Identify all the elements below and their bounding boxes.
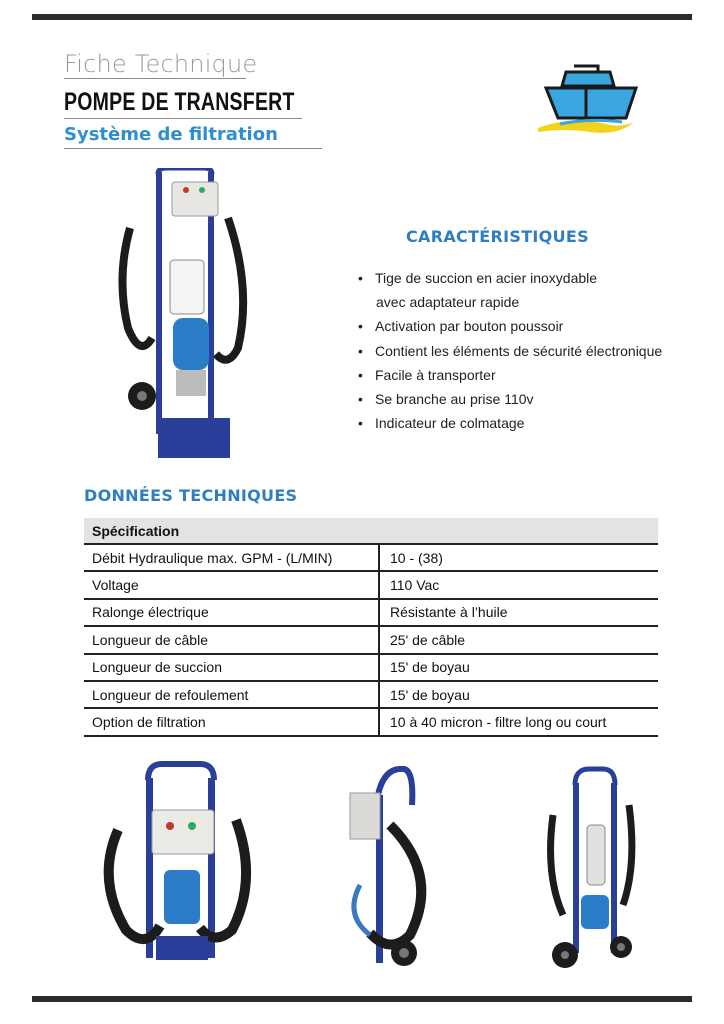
table-row bbox=[84, 599, 658, 626]
spec-label: Option de filtration bbox=[84, 708, 379, 735]
boat-on-waves-icon bbox=[530, 58, 642, 144]
bottom-border-bar bbox=[32, 996, 692, 1002]
spec-label: Débit Hydraulique max. GPM - (L/MIN) bbox=[84, 544, 379, 571]
spec-label: Longueur de refoulement bbox=[84, 681, 379, 708]
pump-cart-back-photo bbox=[545, 765, 637, 977]
spec-value: 25' de câble bbox=[379, 626, 658, 653]
list-item: • Activation par bouton poussoir bbox=[358, 314, 698, 338]
spec-label: Voltage bbox=[84, 571, 379, 598]
features-heading: CARACTÉRISTIQUES bbox=[406, 227, 589, 246]
list-item: avec adaptateur rapide bbox=[376, 294, 520, 311]
spec-table bbox=[84, 518, 658, 737]
spec-label: Longueur de câble bbox=[84, 626, 379, 653]
document-title: POMPE DE TRANSFERT bbox=[64, 88, 295, 116]
features-list bbox=[358, 266, 698, 435]
top-border-bar bbox=[32, 14, 692, 20]
pump-cart-front-photo bbox=[96, 760, 256, 966]
table-header: Spécification bbox=[84, 518, 658, 544]
list-item: • Se branche au prise 110v bbox=[358, 387, 698, 411]
table-row bbox=[84, 626, 658, 653]
spec-label: Ralonge électrique bbox=[84, 599, 379, 626]
spec-label: Longueur de succion bbox=[84, 654, 379, 681]
spec-value: 15' de boyau bbox=[379, 654, 658, 681]
list-item: • Tige de succion en acier inoxydable bbox=[358, 266, 698, 290]
table-row bbox=[84, 544, 658, 571]
spec-value: Résistante à l’huile bbox=[379, 599, 658, 626]
table-row bbox=[84, 571, 658, 598]
list-item: • Contient les éléments de sécurité électronique bbox=[358, 339, 698, 363]
pump-cart-side-photo bbox=[330, 765, 442, 971]
table-row bbox=[84, 708, 658, 735]
document-subtitle: Fiche Technique bbox=[64, 50, 258, 78]
spec-value: 15' de boyau bbox=[379, 681, 658, 708]
spec-value: 110 Vac bbox=[379, 571, 658, 598]
table-row bbox=[84, 654, 658, 681]
system-underline bbox=[64, 148, 322, 149]
system-heading: Système de filtration bbox=[64, 124, 278, 145]
spec-value: 10 - (38) bbox=[379, 544, 658, 571]
subtitle-underline bbox=[64, 78, 246, 79]
spec-value: 10 à 40 micron - filtre long ou court bbox=[379, 708, 658, 735]
table-header-row bbox=[84, 518, 658, 544]
list-item: • Indicateur de colmatage bbox=[358, 411, 698, 435]
table-row bbox=[84, 681, 658, 708]
list-item: • Facile à transporter bbox=[358, 363, 698, 387]
technical-data-heading: DONNÉES TECHNIQUES bbox=[84, 486, 298, 505]
title-underline bbox=[64, 118, 302, 119]
transfer-pump-cart-photo bbox=[118, 168, 258, 462]
